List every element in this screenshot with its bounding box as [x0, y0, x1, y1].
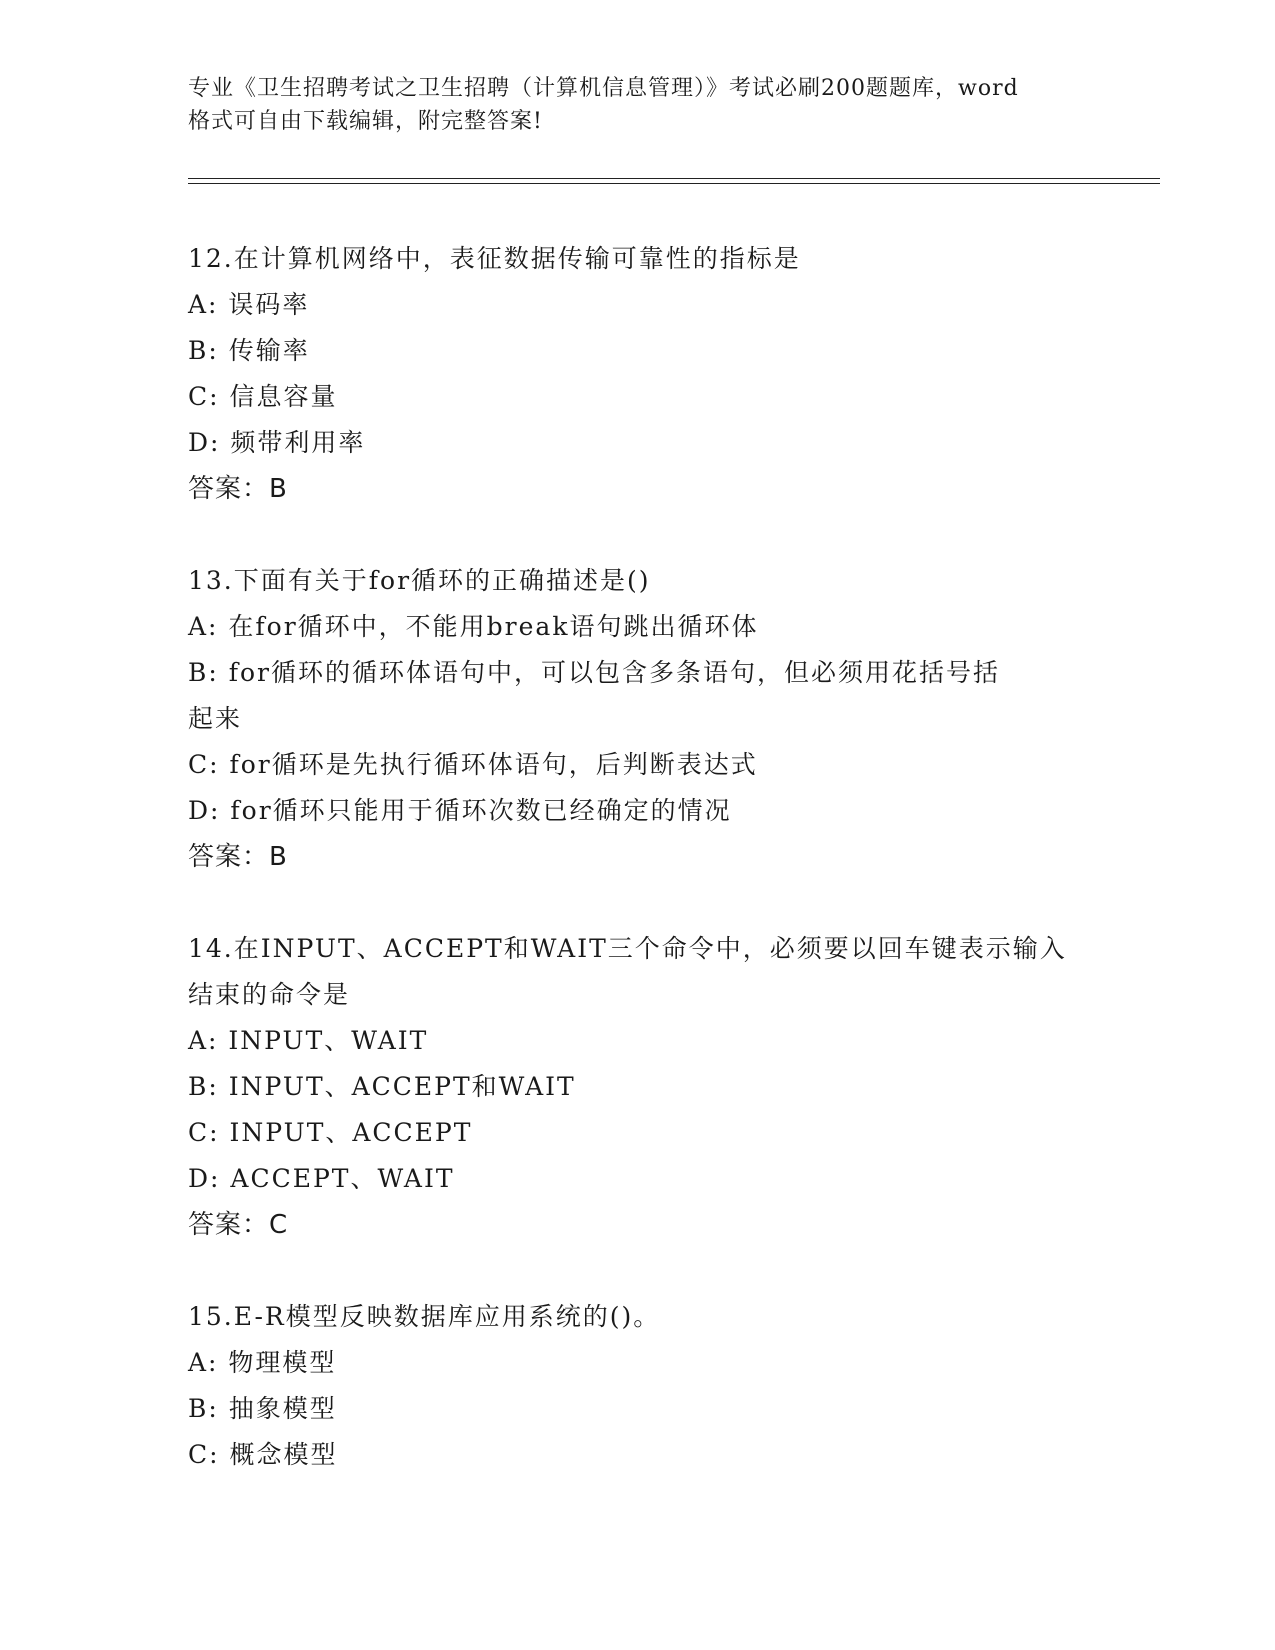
- answer-option: B: for循环的循环体语句中，可以包含多条语句，但必须用花括号括: [188, 658, 1000, 687]
- question-block: [188, 926, 1088, 1248]
- answer-option: C: INPUT、ACCEPT: [188, 1118, 473, 1147]
- answer-option: A: INPUT、WAIT: [188, 1026, 429, 1055]
- question-stem: 13.下面有关于for循环的正确描述是(): [188, 566, 651, 595]
- header-line-2: 格式可自由下载编辑，附完整答案!: [188, 109, 543, 134]
- answer-option: D: for循环只能用于循环次数已经确定的情况: [188, 796, 732, 825]
- answer-option: C: for循环是先执行循环体语句，后判断表达式: [188, 750, 758, 779]
- answer-key: 答案：B: [188, 842, 288, 872]
- answer-option: A: 在for循环中，不能用break语句跳出循环体: [188, 612, 759, 641]
- answer-option: C: 概念模型: [188, 1440, 338, 1469]
- question-block: [188, 558, 1088, 880]
- answer-option: A: 误码率: [188, 290, 310, 319]
- answer-key: 答案：C: [188, 1210, 289, 1240]
- answer-option: D: ACCEPT、WAIT: [188, 1164, 455, 1193]
- question-stem: 14.在INPUT、ACCEPT和WAIT三个命令中，必须要以回车键表示输入: [188, 934, 1067, 963]
- question-stem: 结束的命令是: [188, 980, 351, 1009]
- question-stem: 15.E-R模型反映数据库应用系统的()。: [188, 1302, 661, 1331]
- answer-option: B: INPUT、ACCEPT和WAIT: [188, 1072, 576, 1101]
- header-divider-bottom: [188, 183, 1160, 184]
- answer-option: B: 传输率: [188, 336, 310, 365]
- document-header: [188, 72, 1088, 138]
- header-line-1: 专业《卫生招聘考试之卫生招聘（计算机信息管理）》考试必刷200题题库，word: [188, 76, 1019, 101]
- question-block: [188, 236, 1088, 512]
- answer-option: 起来: [188, 704, 243, 733]
- answer-option: A: 物理模型: [188, 1348, 337, 1377]
- header-divider-top: [188, 178, 1160, 179]
- question-stem: 12.在计算机网络中，表征数据传输可靠性的指标是: [188, 244, 801, 273]
- answer-option: B: 抽象模型: [188, 1394, 337, 1423]
- question-list: [188, 236, 1088, 1478]
- answer-option: C: 信息容量: [188, 382, 338, 411]
- answer-option: D: 频带利用率: [188, 428, 366, 457]
- question-block: [188, 1294, 1088, 1478]
- answer-key: 答案：B: [188, 474, 288, 504]
